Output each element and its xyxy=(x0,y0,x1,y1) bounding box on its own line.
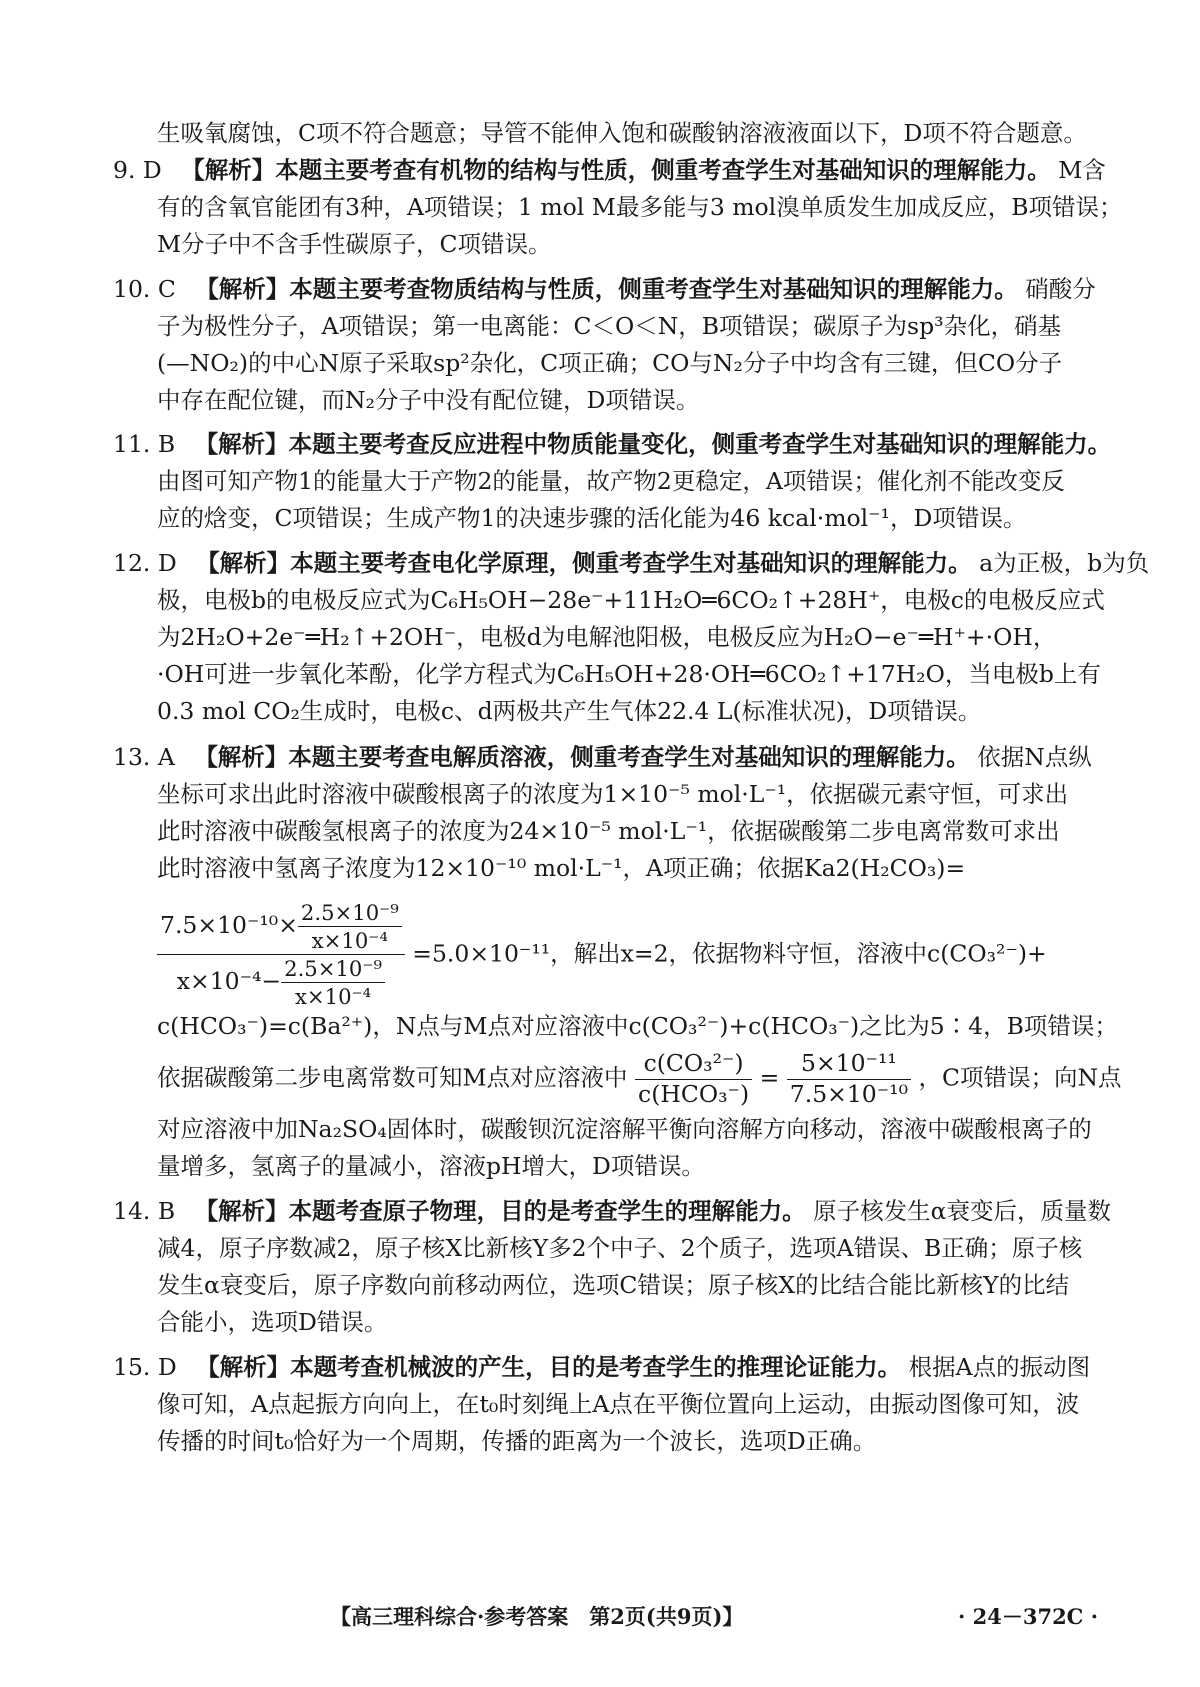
text-line: 中存在配位键，而N₂分子中没有配位键，D项错误。 xyxy=(157,386,700,414)
footer-code: · 24－372C · xyxy=(958,1604,1099,1629)
compound-fraction xyxy=(157,902,405,1008)
equals-sign: = xyxy=(759,1063,780,1092)
ratio-fraction xyxy=(635,1049,752,1108)
text-segment: ，C项错误；向N点 xyxy=(918,1063,1122,1092)
answer-item-9 xyxy=(113,156,1106,184)
text-segment: 硝酸分 xyxy=(1025,275,1096,303)
text-line: 应的焓变，C项错误；生成产物1的决速步骤的活化能为46 kcal·mol⁻¹，D项错误。 xyxy=(157,504,1027,532)
text-line: 此时溶液中碳酸氢根离子的浓度为24×10⁻⁵ mol·L⁻¹，依据碳酸第二步电离常数可求出 xyxy=(157,817,1060,845)
answer-item-15 xyxy=(113,1353,1091,1381)
answer-item-10 xyxy=(113,275,1096,303)
text-segment: 依据碳酸第二步电离常数可知M点对应溶液中 xyxy=(157,1063,628,1092)
text-line: c(HCO₃⁻)=c(Ba²⁺)，N点与M点对应溶液中c(CO₃²⁻)+c(HCO₃⁻)之比为5∶4，B项错误； xyxy=(157,1012,1118,1040)
text-line: 有的含氧官能团有3种，A项错误；1 mol M最多能与3 mol溴单质发生加成反应，B项错误； xyxy=(157,193,1123,221)
text-line: 合能小，选项D错误。 xyxy=(157,1308,388,1336)
item-number: 15. D xyxy=(113,1353,177,1381)
inner-fraction xyxy=(298,900,402,954)
inner-fraction xyxy=(281,956,385,1010)
fraction-denominator: 7.5×10⁻¹⁰ xyxy=(789,1079,909,1108)
answer-item-14 xyxy=(113,1197,1111,1225)
text-segment: 根据A点的振动图 xyxy=(908,1353,1091,1381)
analysis-heading: 【解析】本题主要考查电化学原理，侧重考查学生对基础知识的理解能力。 xyxy=(196,549,972,577)
footer-page-info: 【高三理科综合·参考答案 第2页(共9页)】 xyxy=(330,1604,744,1629)
fraction-denominator xyxy=(157,955,405,1010)
item-number: 14. B xyxy=(113,1197,176,1225)
analysis-heading: 【解析】本题主要考查物质结构与性质，侧重考查学生对基础知识的理解能力。 xyxy=(195,275,1018,303)
answer-item-11 xyxy=(113,430,1112,458)
fraction-numerator: 2.5×10⁻⁹ xyxy=(281,958,385,983)
text-line: 极，电极b的电极反应式为C₆H₅OH−28e⁻+11H₂O═6CO₂↑+28H⁺，电极c的电极反应式 xyxy=(157,586,1105,614)
analysis-heading: 【解析】本题考查原子物理，目的是考查学生的理解能力。 xyxy=(194,1197,806,1225)
item-number: 9. D xyxy=(113,156,162,184)
text-segment: =5.0×10⁻¹¹，解出x=2，依据物料守恒，溶液中c(CO₃²⁻)+ xyxy=(412,939,1047,968)
item-number: 10. C xyxy=(113,275,176,303)
item-number: 11. B xyxy=(113,430,176,458)
fraction-numerator: c(CO₃²⁻) xyxy=(635,1052,752,1080)
text-line: 生吸氧腐蚀，C项不符合题意；导管不能伸入饱和碳酸钠溶液液面以下，D项不符合题意。 xyxy=(157,119,1087,147)
fraction-numerator: 5×10⁻¹¹ xyxy=(787,1052,911,1080)
fraction-numerator: 2.5×10⁻⁹ xyxy=(298,902,402,927)
fraction-denominator: x×10⁻⁴ xyxy=(294,984,372,1010)
text-line: ·OH可进一步氧化苯酚，化学方程式为C₆H₅OH+28·OH═6CO₂↑+17H₂O，当电极b上有 xyxy=(157,660,1101,688)
text-line: 此时溶液中氢离子浓度为12×10⁻¹⁰ mol·L⁻¹，A项正确；依据Ka2(H₂CO₃)= xyxy=(157,854,966,882)
answer-item-12 xyxy=(113,549,1150,577)
analysis-heading: 【解析】本题考查机械波的产生，目的是考查学生的推理论证能力。 xyxy=(196,1353,902,1381)
text-line: 0.3 mol CO₂生成时，电极c、d两极共产生气体22.4 L(标准状况)，D项错误。 xyxy=(157,697,982,725)
text-segment: x×10⁻⁴− xyxy=(176,967,282,996)
answer-item-13 xyxy=(113,743,1092,771)
text-line: 传播的时间t₀恰好为一个周期，传播的距离为一个波长，选项D正确。 xyxy=(157,1427,877,1455)
formula-line xyxy=(157,902,1047,1008)
fraction-denominator: c(HCO₃⁻) xyxy=(638,1079,750,1108)
text-line: 减4，原子序数减2，原子核X比新核Y多2个中子、2个质子，选项A错误、B正确；原子核 xyxy=(157,1234,1083,1262)
text-line: M分子中不含手性碳原子，C项错误。 xyxy=(157,230,552,258)
text-line: 发生α衰变后，原子序数向前移动两位，选项C错误；原子核X的比结合能比新核Y的比结 xyxy=(157,1271,1070,1299)
page-footer xyxy=(0,1604,1200,1634)
text-line: (—NO₂)的中心N原子采取sp²杂化，C项正确；CO与N₂分子中均含有三键，但CO分子 xyxy=(157,349,1063,377)
analysis-heading: 【解析】本题主要考查反应进程中物质能量变化，侧重考查学生对基础知识的理解能力。 xyxy=(194,430,1112,458)
text-segment: 7.5×10⁻¹⁰× xyxy=(160,911,298,940)
analysis-heading: 【解析】本题主要考查电解质溶液，侧重考查学生对基础知识的理解能力。 xyxy=(194,743,970,771)
formula-line xyxy=(157,1049,1122,1108)
analysis-heading: 【解析】本题主要考查有机物的结构与性质，侧重考查学生对基础知识的理解能力。 xyxy=(181,156,1051,184)
text-segment: M含 xyxy=(1058,156,1106,184)
item-number: 13. A xyxy=(113,743,175,771)
text-line: 坐标可求出此时溶液中碳酸根离子的浓度为1×10⁻⁵ mol·L⁻¹，依据碳元素守恒，可求出 xyxy=(157,780,1069,808)
fraction-denominator: x×10⁻⁴ xyxy=(311,928,388,954)
text-line: 子为极性分子，A项错误；第一电离能：C＜O＜N，B项错误；碳原子为sp³杂化，硝基 xyxy=(157,312,1062,340)
text-line: 量增多，氢离子的量减小，溶液pH增大，D项错误。 xyxy=(157,1152,705,1180)
fraction-numerator xyxy=(157,902,405,955)
text-line: 像可知，A点起振方向向上，在t₀时刻绳上A点在平衡位置向上运动，由振动图像可知，波 xyxy=(157,1390,1080,1418)
text-segment: 依据N点纵 xyxy=(977,743,1092,771)
item-number: 12. D xyxy=(113,549,177,577)
text-line: 对应溶液中加Na₂SO₄固体时，碳酸钡沉淀溶解平衡向溶解方向移动，溶液中碳酸根离子的 xyxy=(157,1115,1092,1143)
text-line: 由图可知产物1的能量大于产物2的能量，故产物2更稳定，A项错误；催化剂不能改变反 xyxy=(157,467,1065,495)
text-segment: 原子核发生α衰变后，质量数 xyxy=(813,1197,1111,1225)
text-line: 为2H₂O+2e⁻═H₂↑+2OH⁻，电极d为电解池阳极，电极反应为H₂O−e⁻═H⁺+·OH， xyxy=(157,623,1057,651)
text-segment: a为正极，b为负 xyxy=(979,549,1150,577)
value-fraction xyxy=(787,1049,911,1108)
